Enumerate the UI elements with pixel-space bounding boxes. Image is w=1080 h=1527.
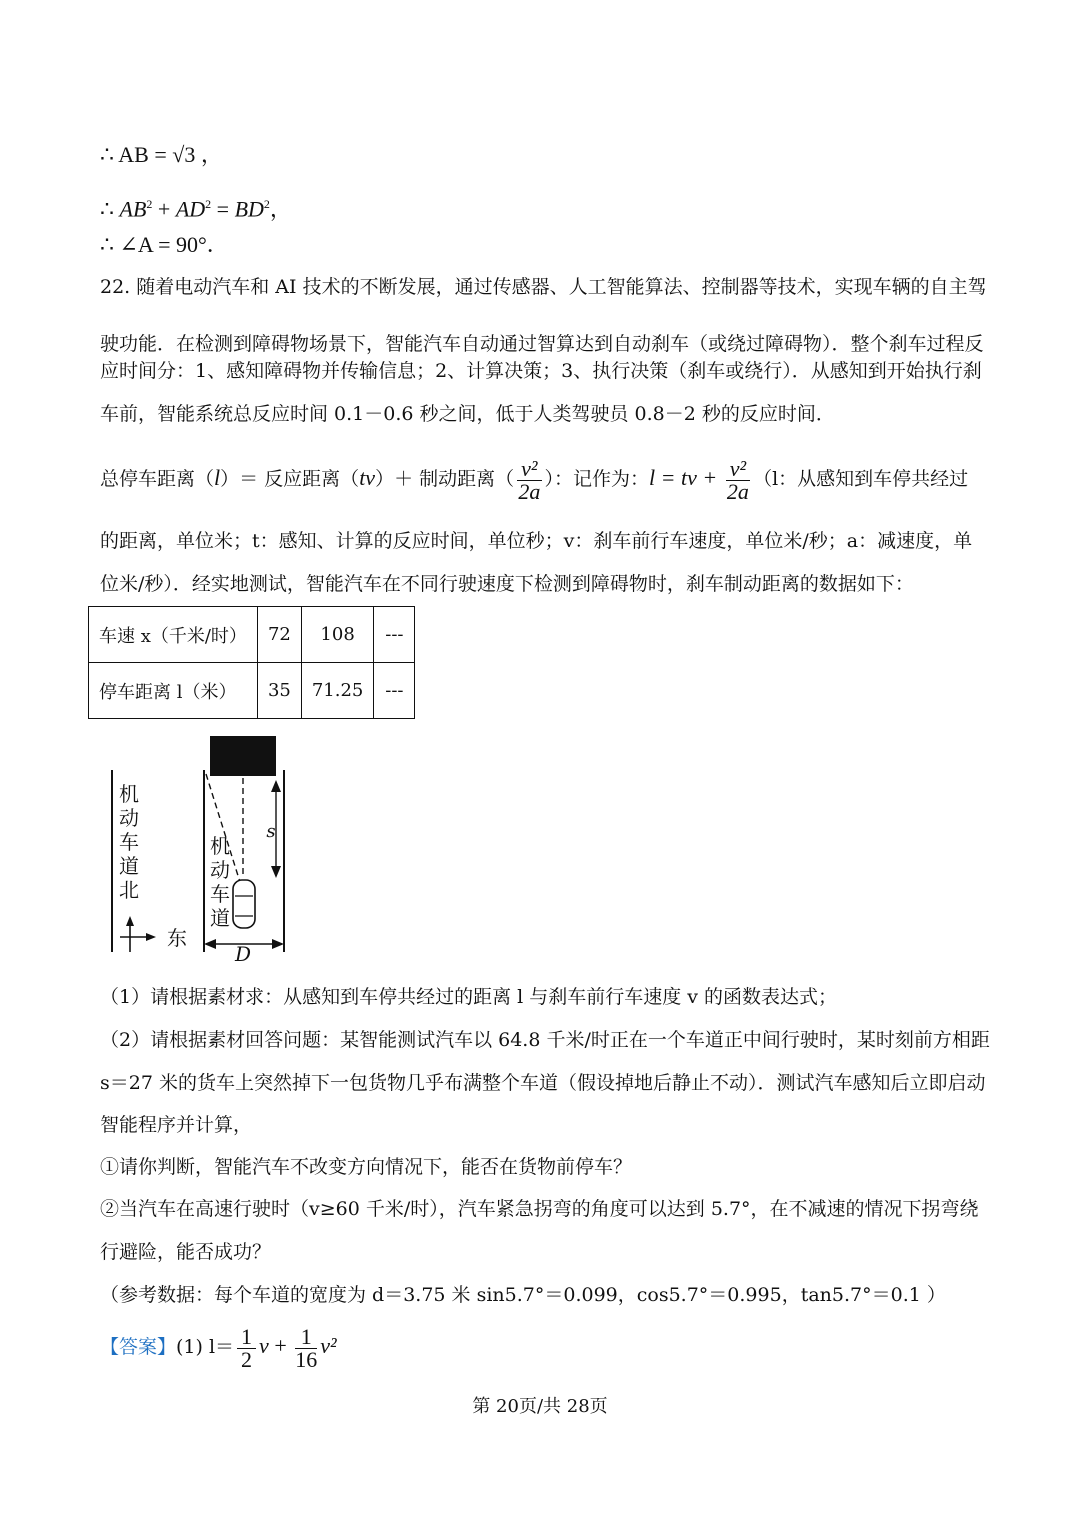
- text-reaction: ）＝ 反应距离（: [220, 468, 360, 490]
- page-footer: 第 20页/共 28页: [472, 1396, 608, 1417]
- definitions-line-2: 位米/秒）．经实地测试，智能汽车在不同行驶速度下检测到障碍物时，刹车制动距离的数据如下：: [100, 573, 914, 595]
- east-arrow-icon: [146, 933, 156, 941]
- exp-bd: 2: [263, 197, 270, 211]
- north-label: 北: [119, 878, 139, 902]
- definitions-line-1: 的距离，单位米；t：感知、计算的反应时间，单位秒；v：刹车前行车速度，单位米/秒；a：减速度，单: [100, 530, 973, 552]
- answer-tag: 【答案】: [100, 1336, 177, 1358]
- answer-body: (1) l＝: [176, 1336, 235, 1358]
- lane-char: 动: [119, 806, 139, 830]
- table-row: [89, 663, 415, 719]
- line-ab-sqrt3: ∴ AB = √3 ，: [100, 142, 223, 167]
- lane-char: 车: [210, 882, 230, 906]
- lane-char: 动: [210, 858, 230, 882]
- subquestion-2-line-3: 智能程序并计算，: [100, 1114, 253, 1136]
- text-explain: （l：从感知到车停共经过: [753, 468, 969, 490]
- line-pythagoras: [100, 189, 292, 224]
- fraction-one-half: [237, 1323, 256, 1372]
- subquestion-2-part-1: ①请你判断，智能汽车不改变方向情况下，能否在货物前停车？: [100, 1156, 633, 1178]
- question-number: 22.: [100, 276, 131, 298]
- frac-den-2: 2a: [726, 478, 749, 504]
- frac-num-2: v²: [726, 458, 750, 481]
- lane-char: 车: [119, 830, 139, 854]
- north-arrow-icon: [126, 916, 134, 926]
- cargo-block: [210, 736, 276, 776]
- car-icon: [233, 880, 255, 928]
- subquestion-1: （1）请根据素材求：从感知到车停共经过的距离 l 与刹车前行车速度 v 的函数表达式；: [100, 986, 838, 1008]
- lane-char: 机: [210, 834, 230, 858]
- table-row: [89, 607, 415, 663]
- table-cell: ---: [374, 607, 415, 663]
- eq-tv-plus: = tv +: [655, 465, 723, 490]
- left-lane-label: [118, 782, 140, 902]
- question-22-line-1: [100, 272, 987, 302]
- subquestion-2-part-2-cont: 行避险，能否成功？: [100, 1241, 272, 1263]
- term-ab: AB: [119, 196, 147, 222]
- var-l-2: l: [649, 465, 656, 490]
- table-cell-label: 停车距离 l（米）: [89, 663, 258, 719]
- line-angle-a: ∴ ∠A = 90°．: [100, 232, 229, 257]
- exp-ad: 2: [205, 197, 212, 211]
- question-22-line-2: 驶功能．在检测到障碍物场景下，智能汽车自动通过智算达到自动刹车（或绕过障碍物）．整个刹车过程反: [100, 333, 984, 355]
- text-total: 总停车距离（: [100, 468, 215, 490]
- question-22-line-3: 应时间分：1、感知障碍物并传输信息；2、计算决策；3、执行决策（刹车或绕行）．从感知到开始执行刹: [100, 360, 982, 382]
- speed-distance-table: [88, 606, 415, 719]
- fraction-one-sixteenth: [295, 1323, 318, 1372]
- lane-char: 机: [119, 782, 139, 806]
- frac-num: v²: [517, 458, 541, 481]
- d-arrow-head-left: [204, 939, 216, 949]
- fraction-v2-over-2a: [517, 455, 541, 504]
- table-cell-label: 车速 x（千米/时）: [89, 607, 258, 663]
- s-arrow-head-top: [271, 780, 281, 792]
- var-v-squared: v²: [320, 1333, 337, 1358]
- subquestion-2-line-2: s＝27 米的货车上突然掉下一包货物几乎布满整个车道（假设掉地后静止不动）．测试汽车感知后立即启动: [100, 1072, 986, 1094]
- formula-line: [100, 452, 968, 505]
- text-noted: ）：记作为：: [544, 468, 650, 490]
- var-v: v: [259, 1333, 269, 1358]
- subquestion-2-part-2: ②当汽车在高速行驶时（v≥60 千米/时），汽车紧急拐弯的角度可以达到 5.7°，在不减速的情况下拐弯绕: [100, 1198, 979, 1220]
- answer-line: [100, 1322, 337, 1371]
- paragraph-text: 随着电动汽车和 AI 技术的不断发展，通过传感器、人工智能算法、控制器等技术，实现车辆的自主驾: [136, 276, 987, 298]
- therefore-sign: ∴: [100, 196, 120, 222]
- table-cell: ---: [374, 663, 415, 719]
- frac-den-16: 16: [295, 1346, 318, 1372]
- frac-num-1b: 1: [295, 1326, 317, 1349]
- frac-num-1: 1: [237, 1326, 256, 1349]
- frac-den: 2a: [518, 478, 541, 504]
- table-cell: 72: [257, 607, 301, 663]
- d-arrow-head-right: [272, 939, 284, 949]
- op-plus-2: +: [268, 1333, 293, 1358]
- term-ad: AD: [175, 196, 206, 222]
- east-label: 东: [167, 926, 187, 950]
- lane-char: 道: [119, 854, 139, 878]
- exp-ab: 2: [146, 197, 153, 211]
- lane-diagram: [100, 730, 300, 965]
- term-bd: BD: [234, 196, 264, 222]
- fraction-v2-over-2a-2: [726, 455, 750, 504]
- subquestion-2-line-1: （2）请根据素材回答问题：某智能测试汽车以 64.8 千米/时正在一个车道正中间行驶时，某时刻前方相距: [100, 1029, 990, 1051]
- comma: ，: [269, 196, 292, 222]
- s-arrow-head-bottom: [271, 866, 281, 878]
- lane-char: 道: [210, 906, 230, 930]
- table-cell: 71.25: [301, 663, 374, 719]
- question-22-line-4: 车前，智能系统总反应时间 0.1－0.6 秒之间，低于人类驾驶员 0.8－2 秒的反应时间．: [100, 403, 835, 425]
- table-cell: 35: [257, 663, 301, 719]
- reference-data: （参考数据：每个车道的宽度为 d＝3.75 米 sin5.7°＝0.099，cos5.7°＝0.995，tan5.7°＝0.1 ）: [100, 1284, 946, 1306]
- text-braking: ）＋ 制动距离（: [375, 468, 515, 490]
- op-plus: +: [152, 196, 176, 222]
- var-tv: tv: [359, 465, 376, 490]
- frac-den-2: 2: [241, 1346, 253, 1372]
- right-lane-label: [209, 834, 231, 930]
- distance-s-label: s: [266, 821, 276, 842]
- width-d-label: D: [234, 942, 252, 966]
- table-cell: 108: [301, 607, 374, 663]
- op-eq: =: [211, 196, 235, 222]
- var-l: l: [214, 465, 221, 490]
